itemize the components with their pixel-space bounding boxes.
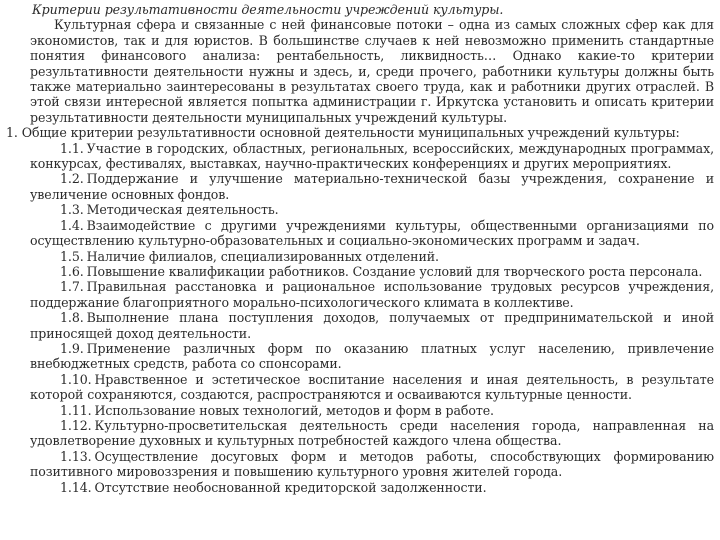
criteria-item-number: 1.9. (60, 340, 84, 356)
criteria-item (30, 403, 714, 418)
criteria-item-text: Культурно-просветительская деятельность среди населения города, направленная на удовлетворение духовных и культурных потребностей каждого члена общества. (30, 417, 714, 449)
criteria-item (30, 418, 714, 449)
criteria-item (30, 449, 714, 480)
criteria-item-number: 1.1. (60, 140, 84, 156)
criteria-item (30, 480, 714, 495)
criteria-item-text: Методическая деятельность. (86, 202, 279, 218)
criteria-item-number: 1.3. (60, 202, 84, 218)
criteria-item (30, 310, 714, 341)
criteria-item-number: 1.7. (60, 279, 84, 295)
criteria-item-number: 1.13. (60, 448, 92, 464)
criteria-item (30, 264, 714, 279)
criteria-item-text: Правильная расстановка и рациональное использование трудовых ресурсов учреждения, поддержание благоприятного морально-психологического климата в коллективе. (30, 279, 714, 310)
criteria-item (30, 141, 714, 172)
criteria-item-number: 1.11. (60, 402, 92, 418)
criteria-item-number: 1.5. (60, 248, 84, 264)
intro-paragraph: Культурная сфера и связанные с ней финансовые потоки – одна из самых сложных сфер как для экономистов, так и для юристов. В большинстве случаев к ней невозможно применить стандартные понятия финансового анализа: рентабельность, ликвидность… Однако какие-то критерии результативности деятельности нужны и здесь, и, среди прочего, работники культуры должны быть также материально заинтересованы в результатах своего труда, как и работники других отраслей. В этой связи интересной является попытка администрации г. Иркутска установить и описать критерии результативности деятельности муниципальных учреждений культуры. (30, 17, 714, 125)
criteria-item-text: Взаимодействие с другими учреждениями культуры, общественными организациями по осуществлению культурно-образовательных и социально-экономических программ и задач. (30, 217, 714, 249)
document-title: Критерии результативности деятельности учреждений культуры. (32, 2, 504, 17)
criteria-item-text: Участие в городских, областных, региональных, всероссийских, международных программах, конкурсах, фестивалях, выставках, научно-практических конференциях и других мероприятиях. (30, 140, 714, 172)
section-number: 1. (6, 125, 18, 141)
criteria-item-text: Повышение квалификации работников. Создание условий для творческого роста персонала. (86, 263, 703, 279)
criteria-item (30, 372, 714, 403)
criteria-item (30, 249, 714, 264)
criteria-item-number: 1.12. (60, 417, 92, 433)
criteria-item-number: 1.6. (60, 263, 84, 279)
criteria-item (30, 202, 714, 217)
criteria-item-text: Наличие филиалов, специализированных отделений. (86, 248, 439, 264)
criteria-item (30, 171, 714, 202)
criteria-item-text: Поддержание и улучшение материально-технической базы учреждения, сохранение и увеличение основных фондов. (30, 171, 714, 202)
section-title: Общие критерии результативности основной деятельности муниципальных учреждений культуры: (21, 125, 680, 141)
criteria-list (30, 141, 714, 495)
criteria-item-text: Выполнение плана поступления доходов, получаемых от предпринимательской и иной приносящей доход деятельности. (30, 310, 714, 341)
criteria-item-text: Осуществление досуговых форм и методов работы, способствующих формированию позитивного мировоззрения и повышению культурного уровня жителей города. (30, 448, 714, 480)
criteria-item (30, 218, 714, 249)
criteria-item-text: Применение различных форм по оказанию платных услуг населению, привлечение внебюджетных средств, работа со спонсорами. (30, 340, 714, 372)
criteria-item-number: 1.14. (60, 479, 92, 495)
criteria-item-number: 1.10. (60, 371, 92, 387)
criteria-item-number: 1.2. (60, 171, 84, 187)
criteria-section (6, 125, 714, 495)
criteria-item-number: 1.4. (60, 217, 84, 233)
criteria-item-number: 1.8. (60, 310, 84, 326)
section-heading (6, 125, 714, 140)
criteria-item-text: Отсутствие необоснованной кредиторской задолженности. (94, 479, 487, 495)
criteria-item-text: Нравственное и эстетическое воспитание населения и иная деятельность, в результате которой сохраняются, создаются, распространяются и осваиваются культурные ценности. (30, 371, 714, 403)
criteria-item (30, 279, 714, 310)
criteria-item (30, 341, 714, 372)
criteria-item-text: Использование новых технологий, методов и форм в работе. (94, 402, 494, 418)
